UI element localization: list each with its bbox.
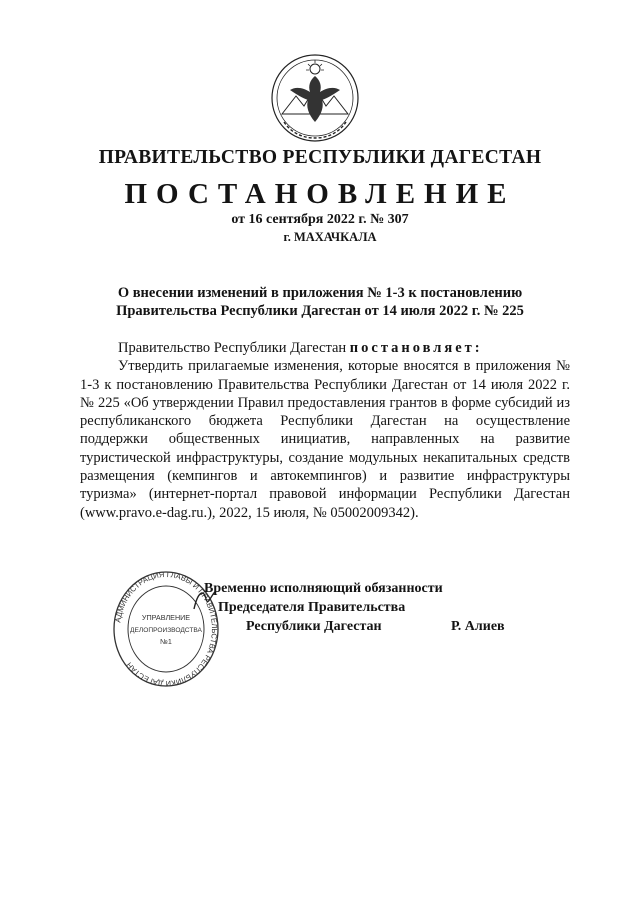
signatory-name: Р. Алиев (451, 619, 505, 634)
resolves-word: постановляет: (349, 340, 483, 356)
body-paragraph: Утвердить прилагаемые изменения, которые вносятся в приложения № 1-3 к постановлению Правительства Республики Дагестан от 14 июля 2022 г. № 225 «Об утверждении Правил предоставления грантов в форме субсидий из республиканского бюджета Республики Дагестан на осуществление поддержки общественных инициатив, направленных на развитие туристической инфраструктуры, создание модульных некапитальных средств размещения (кемпингов и автокемпингов) и развитие инфраструктуры туризма» (интернет-портал правовой информации Республики Дагестан (www.pravo.e-dag.ru.), 2022, 15 июля, № 05002009342). (80, 358, 570, 521)
date-and-number: от 16 сентября 2022 г. № 307 (231, 212, 409, 227)
signature-line-1: Временно исполняющий обязанности (204, 581, 443, 596)
resolves-line (80, 339, 570, 357)
coat-of-arms-emblem (268, 52, 362, 144)
city-name: г. МАХАЧКАЛА (283, 230, 377, 244)
resolves-subject: Правительство Республики Дагестан (118, 340, 347, 356)
stamp-line-3: №1 (160, 637, 172, 646)
signature-line-2: Председателя Правительства (218, 600, 406, 615)
government-name: ПРАВИТЕЛЬСТВО РЕСПУБЛИКИ ДАГЕСТАН (98, 147, 542, 168)
stamp-line-1: УПРАВЛЕНИЕ (141, 613, 191, 622)
stamp-line-2: ДЕЛОПРОИЗВОДСТВА (130, 627, 202, 634)
document-type-title: ПОСТАНОВЛЕНИЕ (124, 178, 516, 210)
document-body (80, 339, 570, 522)
subject-line-2: Правительства Республики Дагестан от 14 июля 2022 г. № 225 (116, 303, 524, 319)
signature-line-3: Республики Дагестан (246, 619, 382, 634)
subject-line-1: О внесении изменений в приложения № 1-3 к постановлению (117, 285, 523, 301)
document-subject (0, 284, 640, 320)
stamp-ring-text: АДМИНИСТРАЦИЯ ГЛАВЫ И ПРАВИТЕЛЬСТВА РЕСПУБЛИКИ ДАГЕСТАН (113, 570, 220, 688)
